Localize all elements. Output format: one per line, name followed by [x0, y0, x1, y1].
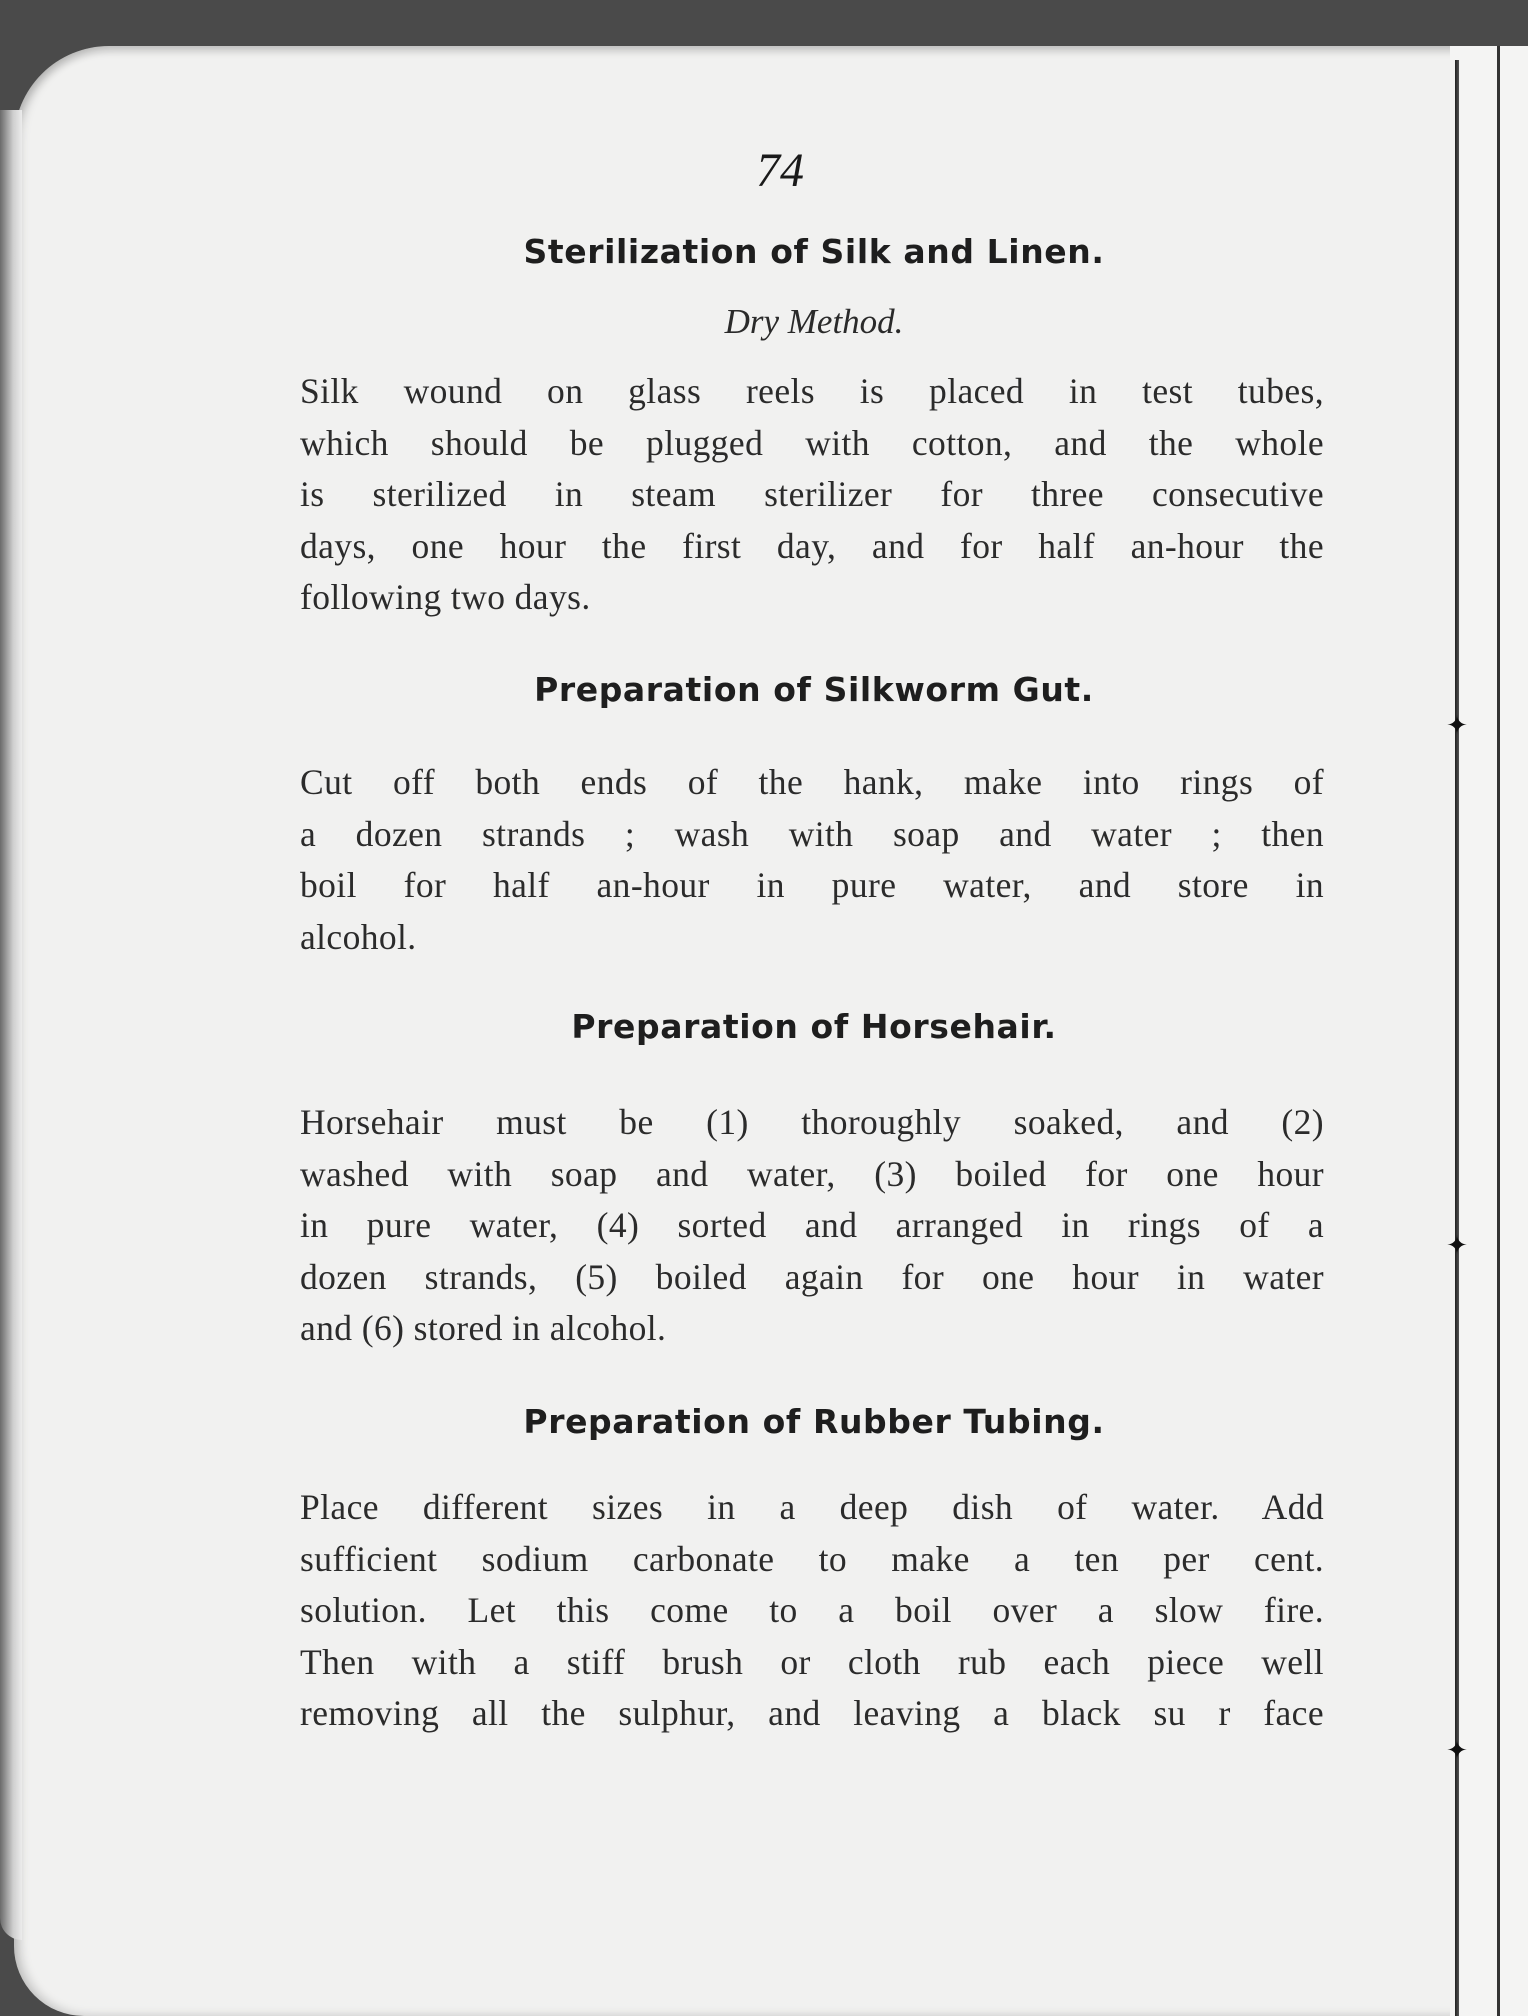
section-heading: Sterilization of Silk and Linen. [523, 232, 1105, 271]
paragraph-line: Then with a stiff brush or cloth rub each piece well [300, 1641, 1324, 1682]
paragraph-line: sufficient sodium carbonate to make a ten per cent. [300, 1538, 1324, 1579]
paragraph-line: which should be plugged with cotton, and the whole [300, 422, 1324, 463]
paragraph-line: alcohol. [300, 916, 417, 957]
paragraph-line: solution. Let this come to a boil over a slow fire. [300, 1590, 1324, 1630]
paragraph-line: removing all the sulphur, and leaving a black su r face [300, 1693, 1324, 1733]
section-paragraph [300, 1097, 1324, 1355]
section-subheading: Dry Method. [724, 302, 904, 341]
paragraph-line: washed with soap and water, (3) boiled for one hour [300, 1153, 1324, 1194]
paragraph-line: Cut off both ends of the hank, make into rings of [300, 762, 1324, 802]
paragraph-line: days, one hour the first day, and for half an-hour the [300, 525, 1324, 566]
paragraph-line: Silk wound on glass reels is placed in test tubes, [300, 371, 1324, 411]
section-paragraph [300, 366, 1324, 624]
section-heading: Preparation of Rubber Tubing. [523, 1402, 1105, 1441]
paragraph-line: and (6) stored in alcohol. [300, 1308, 667, 1348]
page-number: 74 [756, 144, 804, 197]
section-paragraph [300, 1482, 1324, 1740]
paragraph-line: dozen strands, (5) boiled again for one hour in water [300, 1256, 1324, 1297]
spine-edge-line [1497, 46, 1500, 2016]
paragraph-line: in pure water, (4) sorted and arranged in rings of a [300, 1205, 1324, 1245]
paragraph-line: is sterilized in steam sterilizer for three consecutive [300, 474, 1324, 514]
paragraph-line: a dozen strands ; wash with soap and water ; then [300, 813, 1324, 854]
spine-fold-line [1455, 60, 1459, 2016]
paragraph-line: boil for half an-hour in pure water, and store in [300, 865, 1324, 905]
section-paragraph [300, 757, 1324, 963]
book-spine [1450, 46, 1528, 2016]
binding-stitch-icon: ✦ [1446, 711, 1468, 741]
binding-stitch-icon: ✦ [1446, 1231, 1468, 1261]
paragraph-line: following two days. [300, 577, 591, 617]
section-heading: Preparation of Horsehair. [571, 1007, 1057, 1046]
paragraph-line: Place different sizes in a deep dish of water. Add [300, 1487, 1324, 1527]
paragraph-line: Horsehair must be (1) thoroughly soaked, and (2) [300, 1102, 1324, 1142]
section-heading: Preparation of Silkworm Gut. [534, 670, 1094, 709]
page-edge [0, 110, 22, 1940]
binding-stitch-icon: ✦ [1446, 1736, 1468, 1766]
